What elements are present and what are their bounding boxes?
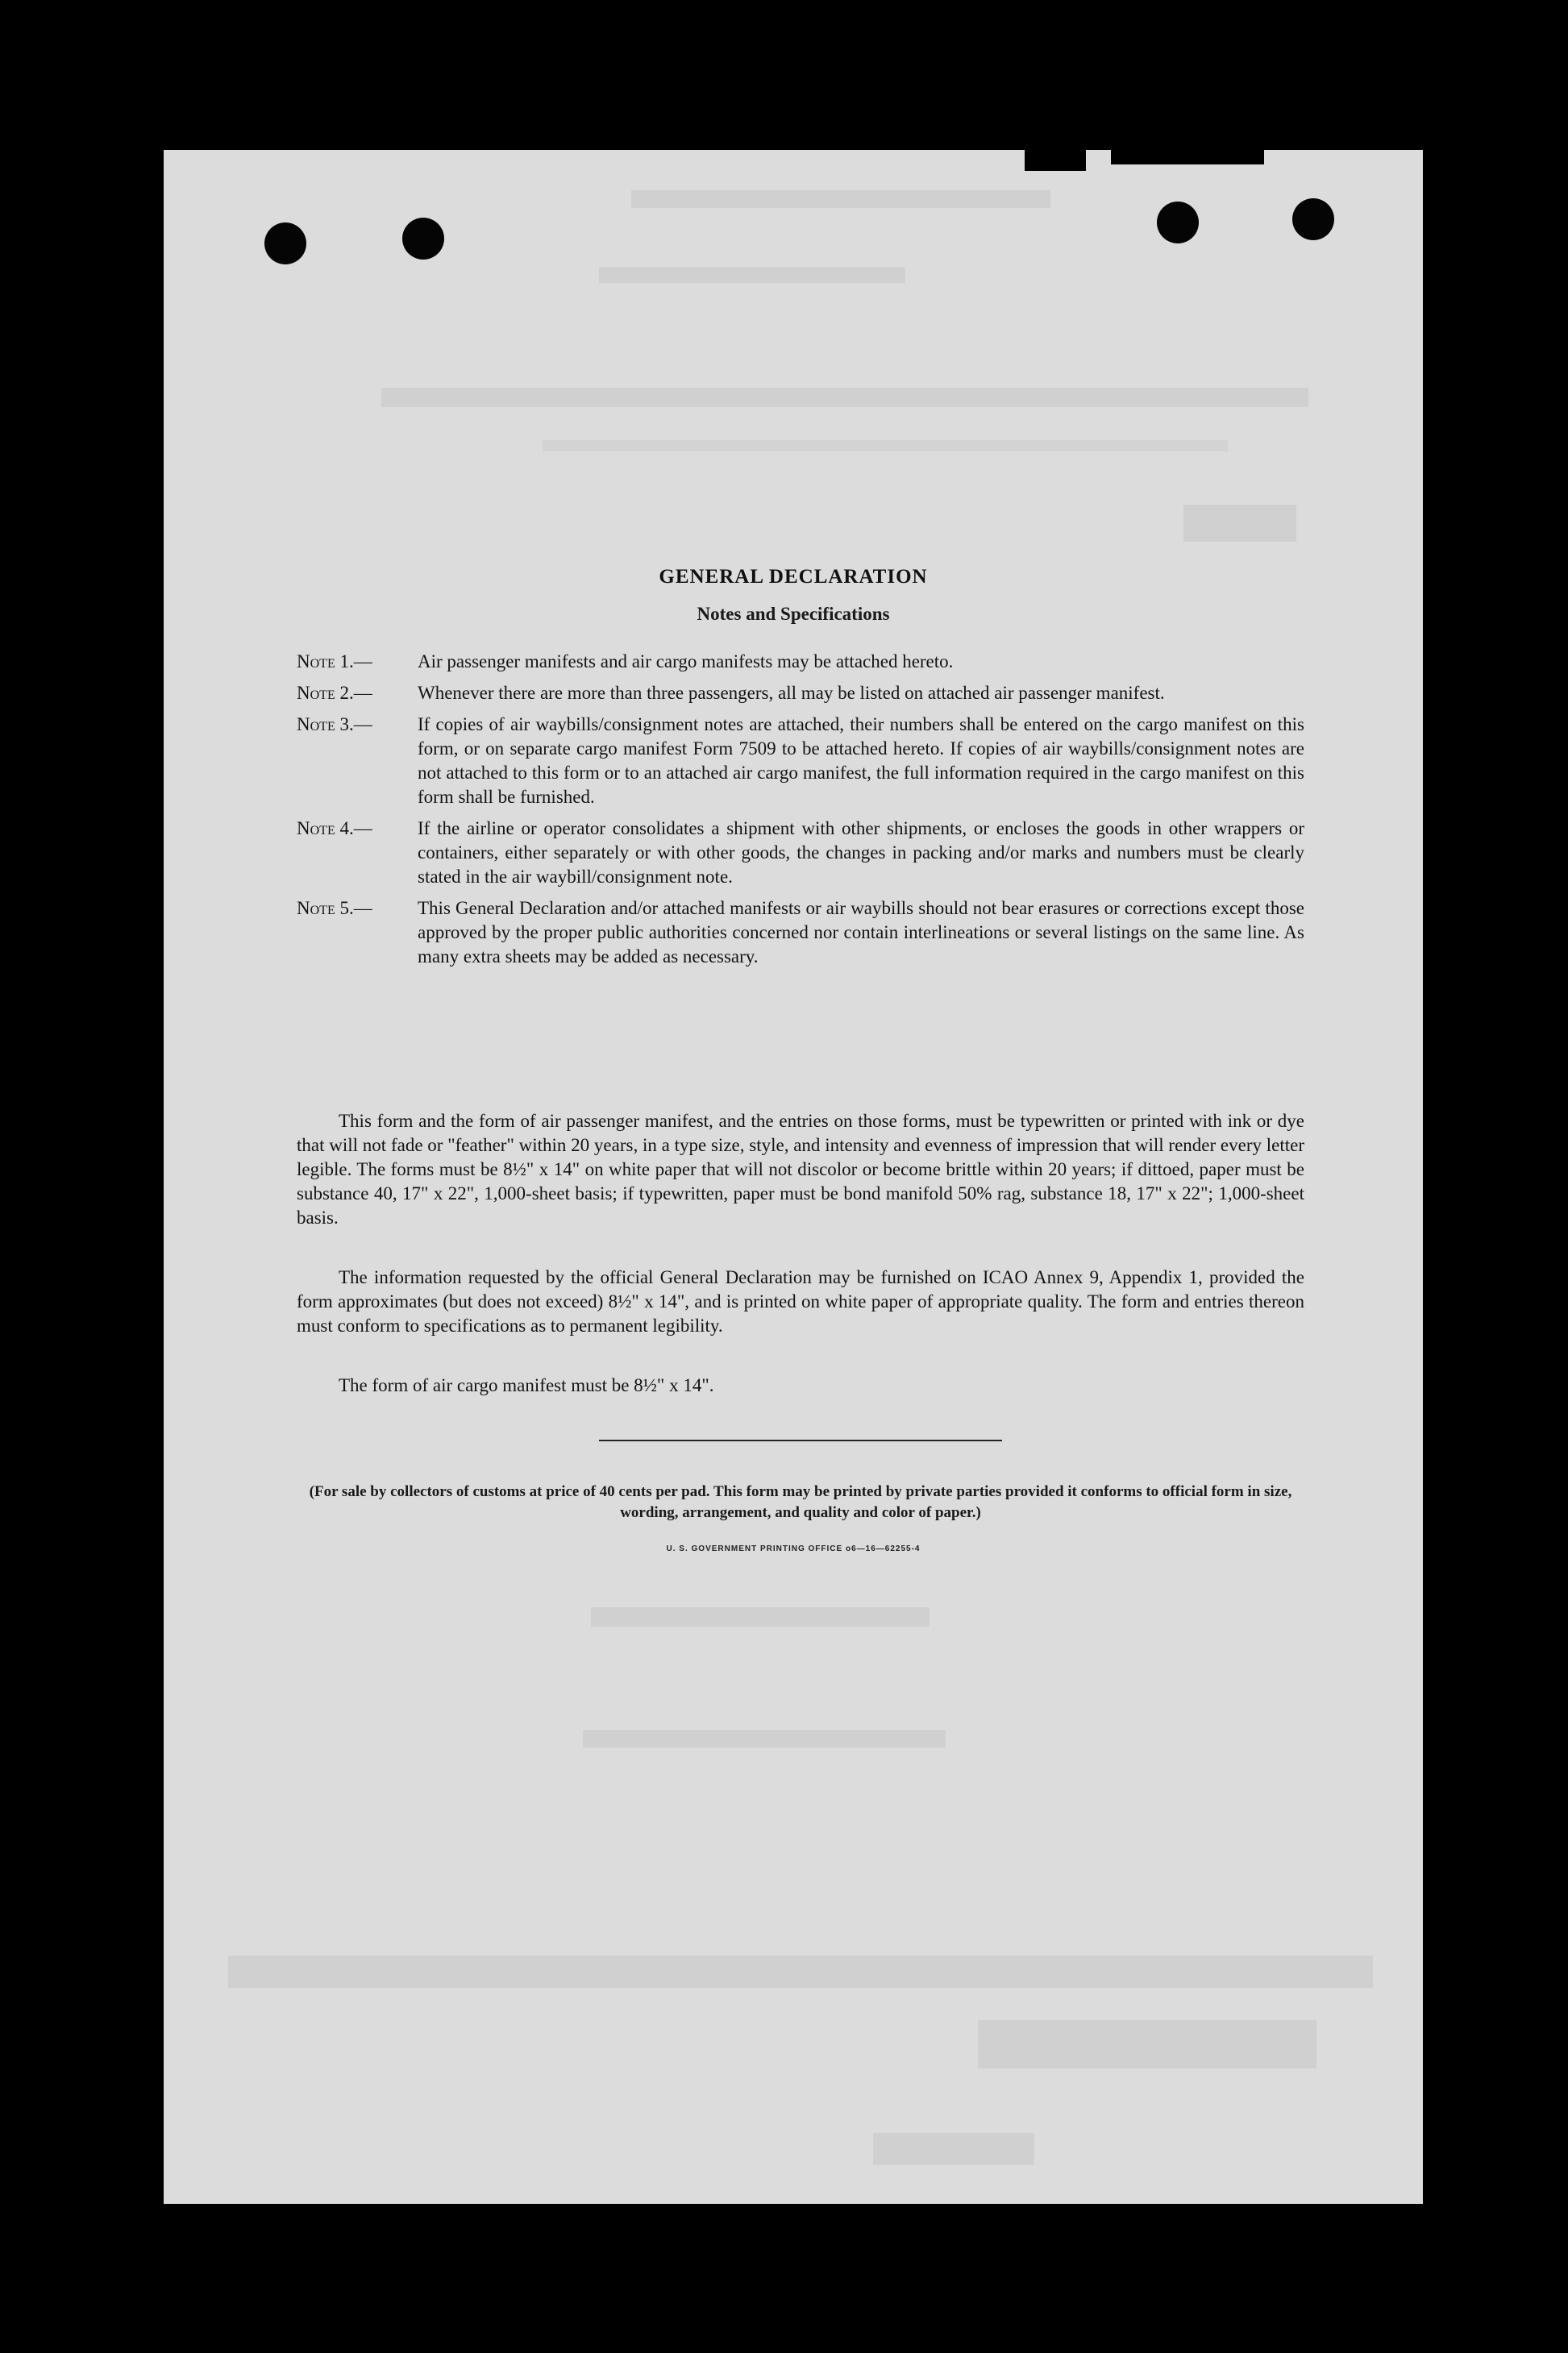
bleed-through-mark	[599, 267, 905, 283]
bleed-through-mark	[543, 440, 1228, 451]
bleed-through-mark	[591, 1607, 930, 1627]
note-label: Note 5.—	[297, 898, 372, 918]
bleed-through-mark	[873, 2133, 1034, 2165]
page-title: GENERAL DECLARATION	[659, 566, 928, 588]
bleed-through-mark	[381, 388, 1308, 407]
page-subtitle: Notes and Specifications	[697, 604, 890, 624]
binder-hole	[264, 222, 306, 264]
binder-hole	[402, 218, 444, 260]
note-text: This General Declaration and/or attached manifests or air waybills should not bear erasures or corrections except those approved by the proper public authorities concerned nor contain interlineations or several listings on the same line. As many extra sheets may be added as necessary.	[418, 898, 1304, 967]
divider-rule	[599, 1440, 1002, 1441]
note-text: Whenever there are more than three passengers, all may be listed on attached air passenger manifest.	[418, 683, 1165, 703]
notes-list	[297, 650, 1304, 976]
bleed-through-mark	[583, 1730, 946, 1748]
note-item	[297, 681, 1304, 705]
note-label: Note 2.—	[297, 683, 372, 703]
note-text: If copies of air waybills/consignment notes are attached, their numbers shall be entered on the cargo manifest on this form, or on separate cargo manifest Form 7509 to be attached hereto. If copies of air waybills/consignment notes are not attached to this form or to an attached air cargo manifest, the full information required in the cargo manifest on this form shall be furnished.	[418, 714, 1304, 807]
sale-notice: (For sale by collectors of customs at price of 40 cents per pad. This form may be printed by private parties provided it conforms to official form in size, wording, arrangement, and quality and color of paper.)	[309, 1483, 1292, 1521]
note-label: Note 4.—	[297, 818, 372, 838]
note-label: Note 3.—	[297, 714, 372, 734]
note-item	[297, 713, 1304, 809]
note-label: Note 1.—	[297, 651, 372, 671]
printer-line: U. S. GOVERNMENT PRINTING OFFICE o6—16—62255-4	[666, 1544, 921, 1553]
bleed-through-mark	[228, 1956, 1373, 1988]
page-notch	[1111, 150, 1264, 164]
note-item	[297, 650, 1304, 674]
paragraph-icao: The information requested by the official General Declaration may be furnished on ICAO Annex 9, Appendix 1, provided the form approximates (but does not exceed) 8½" x 14", and is printed on white paper of appropriate quality. The form and entries thereon must conform to specifications as to permanent legibility.	[297, 1267, 1304, 1336]
bleed-through-mark	[1183, 505, 1296, 542]
binder-hole	[1157, 202, 1199, 243]
binder-hole	[1292, 198, 1334, 240]
document-page	[164, 150, 1423, 2204]
note-item	[297, 817, 1304, 889]
note-text: If the airline or operator consolidates a shipment with other shipments, or encloses the goods in other wrappers or containers, either separately or with other goods, the changes in packing and/or marks and numbers must be clearly stated in the air waybill/consignment note.	[418, 818, 1304, 887]
note-item	[297, 896, 1304, 969]
note-text: Air passenger manifests and air cargo manifests may be attached hereto.	[418, 651, 954, 671]
paragraph-cargo-size: The form of air cargo manifest must be 8½" x 14".	[339, 1375, 714, 1395]
paragraph-form-specs: This form and the form of air passenger manifest, and the entries on those forms, must be typewritten or printed with ink or dye that will not fade or "feather" within 20 years, in a type size, style, and intensity and evenness of impression that will render every letter legible. The forms must be 8½" x 14" on white paper that will not discolor or become brittle within 20 years; if dittoed, paper must be substance 40, 17" x 22", 1,000-sheet basis; if typewritten, paper must be bond manifold 50% rag, substance 18, 17" x 22"; 1,000-sheet basis.	[297, 1111, 1304, 1228]
bleed-through-mark	[631, 190, 1050, 208]
page-notch	[1025, 150, 1086, 171]
bleed-through-mark	[978, 2020, 1316, 2068]
